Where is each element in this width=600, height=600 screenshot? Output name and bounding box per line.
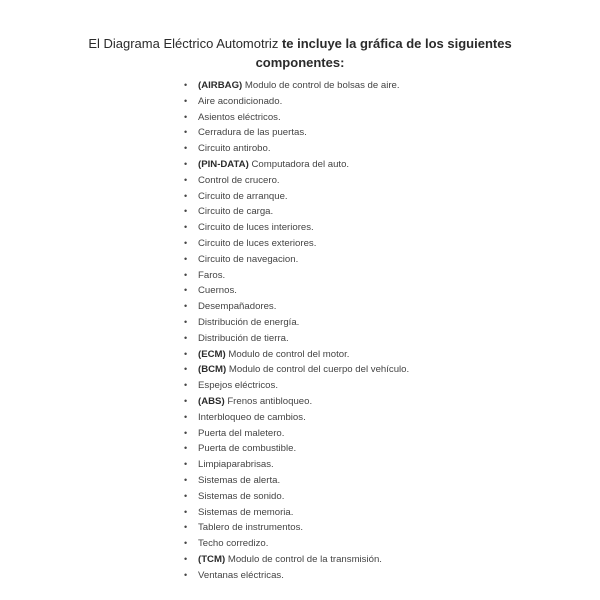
- list-item: [184, 94, 409, 110]
- bullet-icon: •: [184, 364, 188, 375]
- bullet-icon: •: [184, 80, 188, 90]
- list-item: [184, 189, 409, 205]
- list-item: [184, 457, 409, 473]
- item-text: Modulo de control del motor.: [225, 348, 350, 360]
- item-text: Limpiaparabrisas.: [198, 459, 274, 471]
- item-text: Cerradura de las puertas.: [198, 127, 307, 139]
- item-text: Control de crucero.: [198, 174, 280, 186]
- item-text: Modulo de control del cuerpo del vehículo.: [226, 364, 410, 376]
- bullet-icon: •: [184, 474, 188, 485]
- list-item: [184, 331, 409, 347]
- bullet-icon: •: [184, 411, 188, 422]
- item-text: Distribución de energía.: [198, 316, 300, 328]
- list-item: [184, 568, 409, 584]
- component-list: [184, 78, 409, 584]
- list-item: [184, 536, 409, 552]
- list-item: [184, 125, 409, 141]
- item-text: Distribución de tierra.: [198, 332, 289, 344]
- item-text: Circuito de luces interiores.: [198, 222, 314, 234]
- list-item: [184, 473, 409, 489]
- item-text: Modulo de control de la transmisión.: [225, 553, 382, 565]
- list-item: [184, 268, 409, 284]
- list-item: [184, 78, 409, 94]
- item-text: Puerta del maletero.: [198, 427, 285, 439]
- item-abbreviation: (BCM): [198, 364, 227, 376]
- item-text: Circuito de carga.: [198, 206, 274, 218]
- item-text: Circuito de arranque.: [198, 190, 288, 202]
- item-text: Cuernos.: [198, 285, 237, 297]
- bullet-icon: •: [184, 459, 188, 470]
- item-text: Asientos eléctricos.: [198, 111, 281, 123]
- bullet-icon: •: [184, 301, 188, 312]
- bullet-icon: •: [184, 522, 188, 533]
- bullet-icon: •: [184, 143, 188, 154]
- list-item: [184, 489, 409, 505]
- bullet-icon: •: [184, 316, 188, 327]
- list-item: [184, 299, 409, 315]
- bullet-icon: •: [184, 348, 188, 359]
- bullet-icon: •: [184, 269, 188, 280]
- bullet-icon: •: [184, 538, 188, 549]
- item-text: Circuito de navegacion.: [198, 253, 299, 265]
- list-item: [184, 157, 409, 173]
- item-abbreviation: (ABS): [198, 395, 225, 407]
- bullet-icon: •: [184, 506, 188, 517]
- bullet-icon: •: [184, 427, 188, 438]
- item-text: Interbloqueo de cambios.: [198, 411, 306, 423]
- item-text: Ventanas eléctricas.: [198, 569, 284, 581]
- bullet-icon: •: [184, 380, 188, 391]
- heading-lead-text: El Diagrama Eléctrico Automotriz: [88, 36, 282, 51]
- bullet-icon: •: [184, 443, 188, 454]
- heading-line-1: [0, 34, 600, 53]
- list-item: [184, 204, 409, 220]
- bullet-icon: •: [184, 285, 188, 296]
- item-text: Aire acondicionado.: [198, 95, 283, 107]
- list-item: [184, 410, 409, 426]
- list-item: [184, 110, 409, 126]
- list-item: [184, 362, 409, 378]
- list-item: [184, 394, 409, 410]
- item-text: Sistemas de alerta.: [198, 474, 281, 486]
- item-abbreviation: (PIN-DATA): [198, 158, 249, 170]
- list-item: [184, 173, 409, 189]
- item-abbreviation: (AIRBAG): [198, 80, 243, 91]
- item-text: Tablero de instrumentos.: [198, 522, 304, 534]
- bullet-icon: •: [184, 222, 188, 233]
- list-item: [184, 378, 409, 394]
- bullet-icon: •: [184, 553, 188, 564]
- item-abbreviation: (ECM): [198, 348, 226, 360]
- bullet-icon: •: [184, 569, 188, 580]
- list-item: [184, 426, 409, 442]
- list-item: [184, 315, 409, 331]
- bullet-icon: •: [184, 95, 188, 106]
- item-text: Espejos eléctricos.: [198, 380, 278, 392]
- list-item: [184, 236, 409, 252]
- list-item: [184, 252, 409, 268]
- bullet-icon: •: [184, 174, 188, 185]
- item-text: Faros.: [198, 269, 226, 281]
- heading-bold-text: te incluye la gráfica de los siguientes: [281, 36, 512, 51]
- item-text: Sistemas de memoria.: [198, 506, 294, 518]
- bullet-icon: •: [184, 237, 188, 248]
- bullet-icon: •: [184, 395, 188, 406]
- item-text: Desempañadores.: [198, 301, 277, 313]
- bullet-icon: •: [184, 206, 188, 217]
- intro-heading: [0, 34, 600, 72]
- heading-line-2: componentes:: [255, 55, 345, 70]
- item-text: Sistemas de sonido.: [198, 490, 285, 502]
- item-text: Puerta de combustible.: [198, 443, 297, 455]
- item-abbreviation: (TCM): [198, 553, 226, 565]
- item-text: Circuito de luces exteriores.: [198, 237, 317, 249]
- item-text: Frenos antibloqueo.: [224, 395, 313, 407]
- item-text: Circuito antirobo.: [198, 143, 271, 155]
- list-item: [184, 520, 409, 536]
- item-text: Computadora del auto.: [248, 158, 350, 170]
- list-item: [184, 141, 409, 157]
- bullet-icon: •: [184, 332, 188, 343]
- list-item: [184, 441, 409, 457]
- item-text: Techo corredizo.: [198, 538, 269, 550]
- list-item: [184, 552, 409, 568]
- bullet-icon: •: [184, 111, 188, 122]
- list-item: [184, 220, 409, 236]
- bullet-icon: •: [184, 158, 188, 169]
- bullet-icon: •: [184, 127, 188, 138]
- bullet-icon: •: [184, 190, 188, 201]
- list-item: [184, 347, 409, 363]
- item-text: Modulo de control de bolsas de aire.: [242, 80, 400, 91]
- bullet-icon: •: [184, 490, 188, 501]
- bullet-icon: •: [184, 253, 188, 264]
- list-item: [184, 505, 409, 521]
- list-item: [184, 283, 409, 299]
